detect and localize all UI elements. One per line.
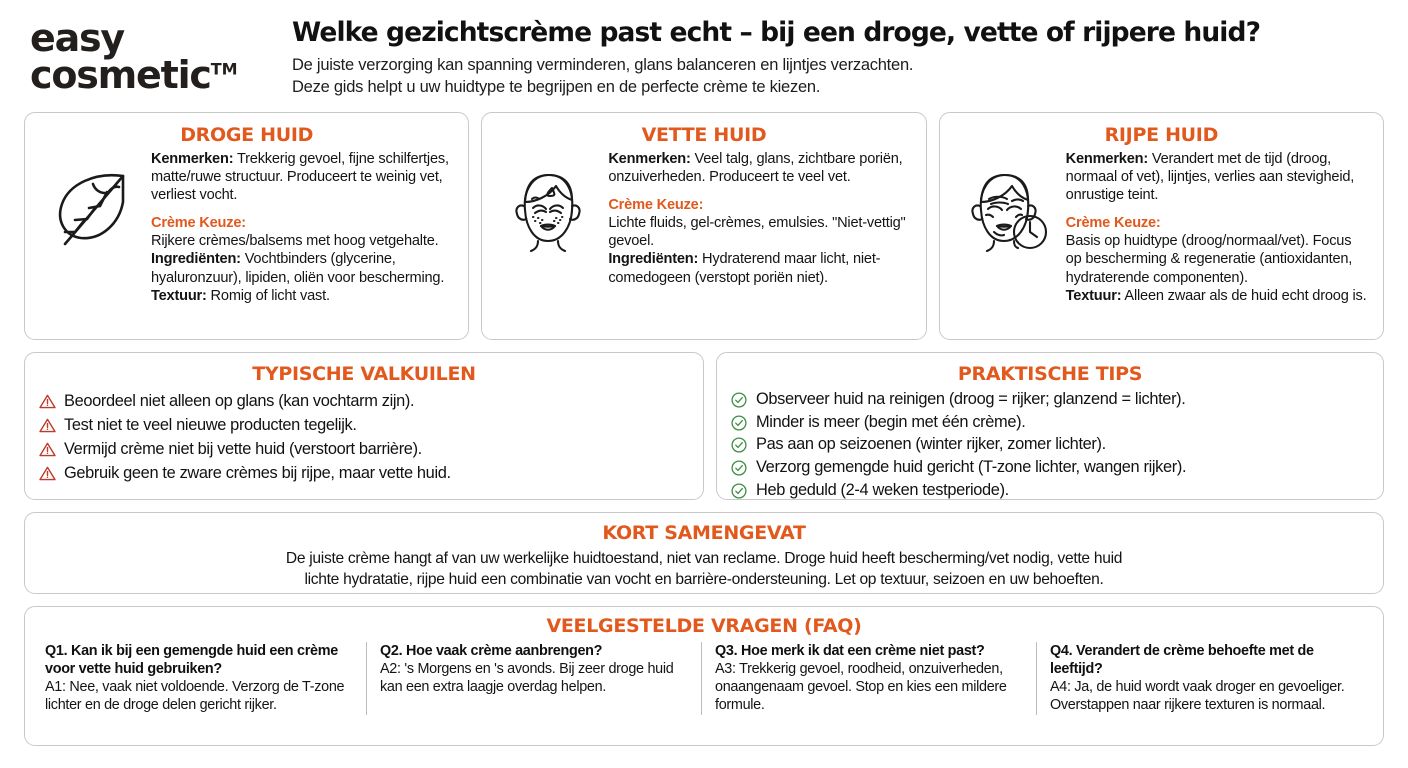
header-subtitle-1: De juiste verzorging kan spanning verminderen, glans balanceren en lijntjes verzachten. [292,55,914,74]
ingredienten-text: Vochtbinders (glycerine, hyaluronzuur), lipiden, oliën voor bescherming. [151,251,445,286]
page-title: Welke gezichtscrème past echt – bij een droge, vette of rijpere huid? [292,17,1261,48]
card-text-droge-huid [151,150,454,305]
list-item [731,411,1369,434]
textuur-label: Textuur: [151,287,207,304]
card-droge-huid [24,112,469,340]
faq-item-3 [701,642,1036,715]
faq-answer: A1: Nee, vaak niet voldoende. Verzorg de T-zone lichter en de droge delen gericht rijker. [45,679,345,714]
warning-triangle-icon [39,414,56,433]
check-circle-icon [731,411,748,431]
kenmerken-text: Verandert met de tijd (droog, normaal of vet), lijntjes, verlies aan stevigheid, onrustige teint. [1065,151,1355,204]
list-item [731,433,1369,456]
card-body-rijpe-huid [954,150,1369,305]
faq-question: Q3. Hoe merk ik dat een crème niet past? [715,643,985,659]
textuur-rijpe-huid [1066,287,1369,305]
faq-answer: A3: Trekkerig gevoel, roodheid, onzuiverheden, onaangenaam gevoel. Stop en kies een mildere formule. [715,661,1007,714]
summary-line-1: De juiste crème hangt af van uw werkelijke huidtoestand, niet van reclame. Droge huid heeft bescherming/vet nodig, vette huid [285,550,1123,567]
creme-keuze-text: Lichte fluids, gel-crèmes, emulsies. "Niet-vettig" gevoel. [608,215,906,250]
list-item [731,456,1369,479]
warning-triangle-icon [39,438,56,457]
faq-item-2 [366,642,701,715]
card-title-tips: PRAKTISCHE TIPS [957,363,1143,385]
check-circle-icon [731,456,748,476]
list-item-label: Minder is meer (begin met één crème). [756,412,1026,431]
kenmerken-droge-huid [151,150,454,204]
leaf-icon [39,150,143,305]
list-item [39,390,689,414]
card-body-vette-huid [496,150,911,287]
card-typische-valkuilen [24,352,704,500]
card-title-samenvatting: KORT SAMENGEVAT [602,522,806,544]
creme-keuze-label: Crème Keuze: [608,197,704,214]
tips-list [731,388,1369,501]
header-subtitle-2: Deze gids helpt u uw huidtype te begrijpen en de perfecte crème te kiezen. [292,77,821,96]
card-body-droge-huid [39,150,454,305]
list-item [731,479,1369,502]
kenmerken-label: Kenmerken: [608,151,691,167]
textuur-text: Romig of licht vast. [206,287,330,304]
list-item-label: Observeer huid na reinigen (droog = rijker; glanzend = lichter). [756,390,1186,408]
creme-keuze-text: Basis op huidtype (droog/normaal/vet). Focus op bescherming & regeneratie (antioxidanten, hydraterende componenten). [1065,233,1353,286]
header-text-block [292,14,1384,98]
faq-item-4 [1036,642,1371,715]
card-title-valkuilen: TYPISCHE VALKUILEN [252,363,476,385]
card-title-vette-huid: VETTE HUID [641,124,767,146]
kenmerken-vette-huid [608,150,911,186]
skin-type-cards-row [24,112,1384,340]
faq-answer: A2: 's Morgens en 's avonds. Bij zeer droge huid kan een extra laagje overdag helpen. [380,661,674,696]
list-item-label: Test niet te veel nieuwe producten tegelijk. [64,415,357,434]
kenmerken-label: Kenmerken: [151,151,234,167]
card-kort-samengevat [24,512,1384,594]
list-item [731,388,1369,411]
check-circle-icon [731,433,748,453]
trademark-symbol: TM [210,59,238,79]
pitfalls-tips-row [24,352,1384,500]
check-circle-icon [731,388,748,408]
brand-line-2 [30,53,238,98]
textuur-droge-huid [151,287,454,305]
list-item-label: Vermijd crème niet bij vette huid (verstoort barrière). [64,439,422,458]
kenmerken-text: Trekkerig gevoel, fijne schilfertjes, matte/ruwe structuur. Produceert te weinig vet, verliest vocht. [151,151,449,204]
card-text-vette-huid [608,150,911,287]
creme-keuze-label: Crème Keuze: [151,215,246,232]
card-title-faq: VEELGESTELDE VRAGEN (FAQ) [546,615,862,637]
faq-item-1 [37,642,366,715]
brand-line-1: easy [30,16,125,60]
ingredienten-label: Ingrediënten: [151,251,241,268]
faq-answer: A4: Ja, de huid wordt vaak droger en gevoeliger. Overstappen naar rijkere texturen is normaal. [1050,679,1345,714]
card-faq [24,606,1384,746]
faq-grid [37,642,1371,715]
textuur-text: Alleen zwaar als de huid echt droog is. [1121,287,1367,304]
warning-triangle-icon [39,462,56,481]
kenmerken-text: Veel talg, glans, zichtbare poriën, onzuiverheden. Produceert te veel vet. [608,151,903,186]
valkuilen-list [39,390,689,486]
header [24,0,1384,112]
creme-keuze-label: Crème Keuze: [1065,215,1161,232]
card-praktische-tips [716,352,1384,500]
brand-line-2-text: cosmetic [30,53,211,98]
card-title-rijpe-huid: RIJPE HUID [1104,124,1219,146]
list-item-label: Beoordeel niet alleen op glans (kan vochtarm zijn). [64,392,415,410]
list-item-label: Pas aan op seizoenen (winter rijker, zomer lichter). [756,435,1106,454]
kenmerken-rijpe-huid [1066,150,1369,204]
check-circle-icon [731,479,748,499]
card-vette-huid [481,112,926,340]
ingredienten-text: Hydraterend maar licht, niet-comedogeen (verstopt poriën niet). [608,251,881,286]
card-title-droge-huid: DROGE HUID [180,124,314,146]
ingredienten-label: Ingrediënten: [608,251,699,268]
oily-face-icon [496,150,600,287]
list-item-label: Heb geduld (2-4 weken testperiode). [756,480,1009,499]
ingredienten-vette-huid [608,250,911,286]
brand-logo [30,14,292,98]
faq-question: Q2. Hoe vaak crème aanbrengen? [380,643,603,659]
faq-question: Q1. Kan ik bij een gemengde huid een crème voor vette huid gebruiken? [45,643,338,678]
list-item [39,438,689,462]
list-item [39,462,689,486]
card-text-rijpe-huid [1066,150,1369,305]
textuur-label: Textuur: [1065,287,1122,304]
creme-keuze-text: Rijkere crèmes/balsems met hoog vetgehalte. [151,233,439,250]
list-item [39,414,689,438]
faq-question: Q4. Verandert de crème behoefte met de leeftijd? [1050,643,1314,678]
warning-triangle-icon [39,390,56,409]
ingredienten-droge-huid [151,250,454,286]
mature-face-clock-icon [954,150,1058,305]
list-item-label: Verzorg gemengde huid gericht (T-zone lichter, wangen rijker). [756,457,1187,476]
card-rijpe-huid [939,112,1384,340]
list-item-label: Gebruik geen te zware crèmes bij rijpe, maar vette huid. [64,463,451,482]
summary-line-2: lichte hydratatie, rijpe huid een combinatie van vocht en barrière-ondersteuning. Let op textuur, seizoen en uw behoeften. [304,571,1104,589]
kenmerken-label: Kenmerken: [1065,151,1149,167]
